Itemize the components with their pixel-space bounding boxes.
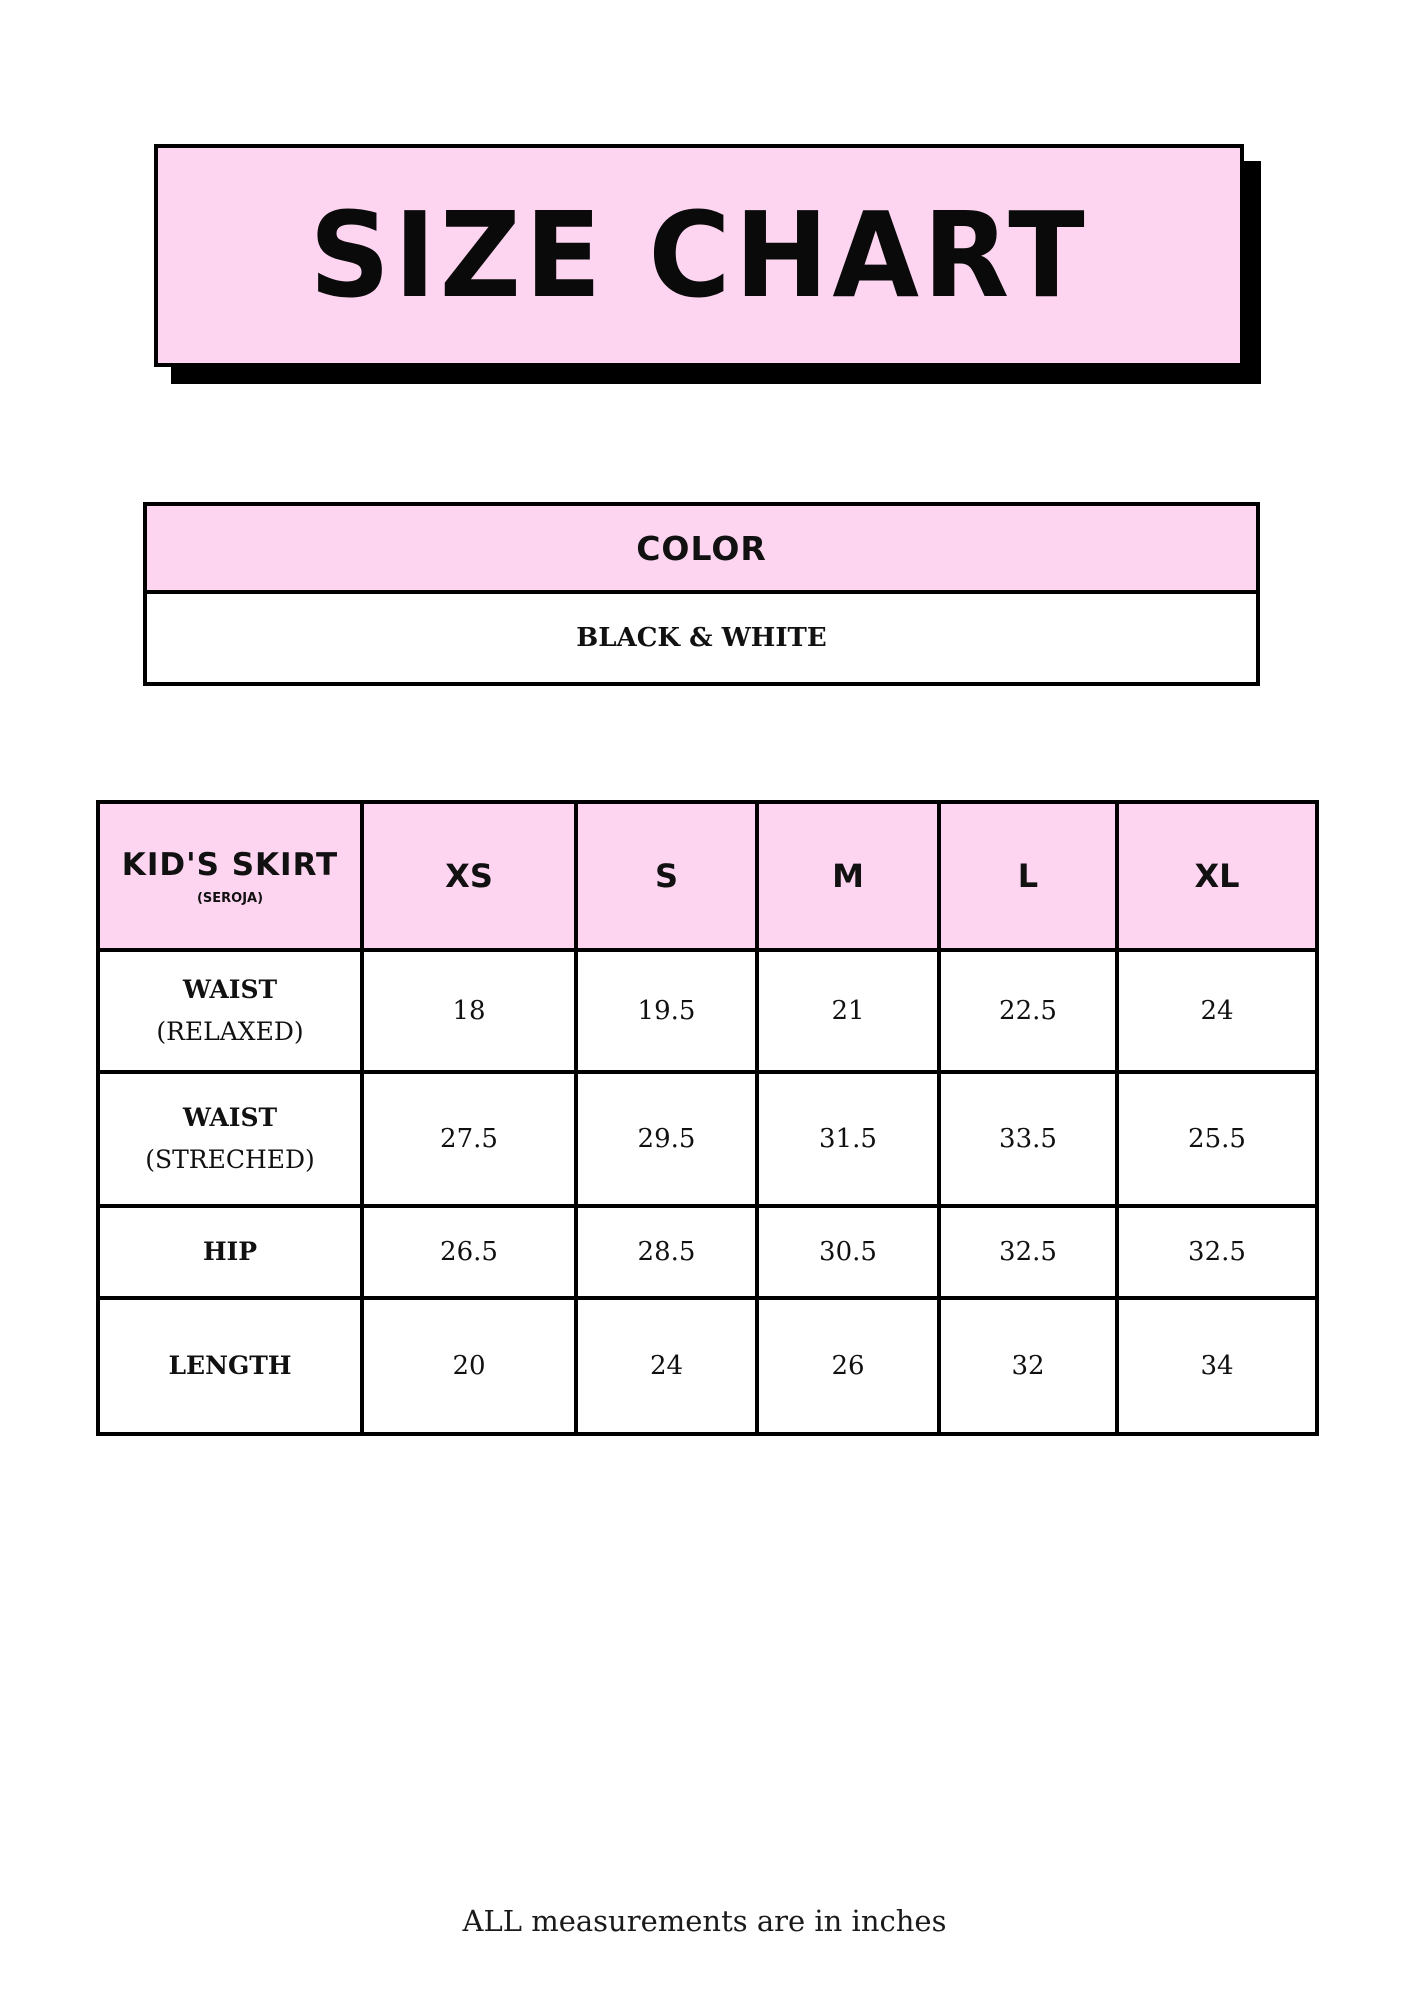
table-row — [98, 950, 1317, 1072]
color-header: COLOR — [147, 506, 1256, 594]
table-cell: 32.5 — [939, 1206, 1117, 1298]
table-row — [98, 1206, 1317, 1298]
page-title: SIZE CHART — [309, 187, 1089, 324]
table-cell: 33.5 — [939, 1072, 1117, 1206]
row-label-line2: (RELAXED) — [156, 1017, 304, 1046]
table-cell: 18 — [362, 950, 576, 1072]
row-label-line1: WAIST — [182, 1103, 278, 1132]
table-cell: 26.5 — [362, 1206, 576, 1298]
row-label-line1: WAIST — [182, 975, 278, 1004]
product-subtitle: (SEROJA) — [196, 890, 264, 906]
table-cell: 25.5 — [1117, 1072, 1317, 1206]
table-cell: 30.5 — [757, 1206, 939, 1298]
table-cell: 31.5 — [757, 1072, 939, 1206]
table-cell: 32 — [939, 1298, 1117, 1434]
table-cell: 19.5 — [576, 950, 757, 1072]
table-cell: 22.5 — [939, 950, 1117, 1072]
table-cell: 21 — [757, 950, 939, 1072]
table-row — [98, 1298, 1317, 1434]
table-row — [98, 1072, 1317, 1206]
row-label-hip: HIP — [98, 1206, 362, 1298]
product-header-cell — [98, 802, 362, 950]
table-cell: 32.5 — [1117, 1206, 1317, 1298]
color-table — [143, 502, 1260, 686]
row-label-length: LENGTH — [98, 1298, 362, 1434]
row-label-waist-streched — [98, 1072, 362, 1206]
row-label-line2: (STRECHED) — [145, 1145, 315, 1174]
row-label-waist-relaxed — [98, 950, 362, 1072]
size-header-row — [98, 802, 1317, 950]
size-header-m: M — [757, 802, 939, 950]
size-header-xs: XS — [362, 802, 576, 950]
table-cell: 24 — [576, 1298, 757, 1434]
table-cell: 27.5 — [362, 1072, 576, 1206]
table-cell: 24 — [1117, 950, 1317, 1072]
size-header-xl: XL — [1117, 802, 1317, 950]
table-cell: 20 — [362, 1298, 576, 1434]
table-cell: 28.5 — [576, 1206, 757, 1298]
size-table — [96, 800, 1319, 1436]
size-header-s: S — [576, 802, 757, 950]
table-cell: 26 — [757, 1298, 939, 1434]
product-name: KID'S SKIRT — [121, 846, 339, 883]
size-header-l: L — [939, 802, 1117, 950]
table-cell: 34 — [1117, 1298, 1317, 1434]
table-cell: 29.5 — [576, 1072, 757, 1206]
title-banner — [154, 144, 1244, 367]
measurement-note: ALL measurements are in inches — [462, 1904, 947, 1938]
color-value: BLACK & WHITE — [576, 623, 827, 653]
